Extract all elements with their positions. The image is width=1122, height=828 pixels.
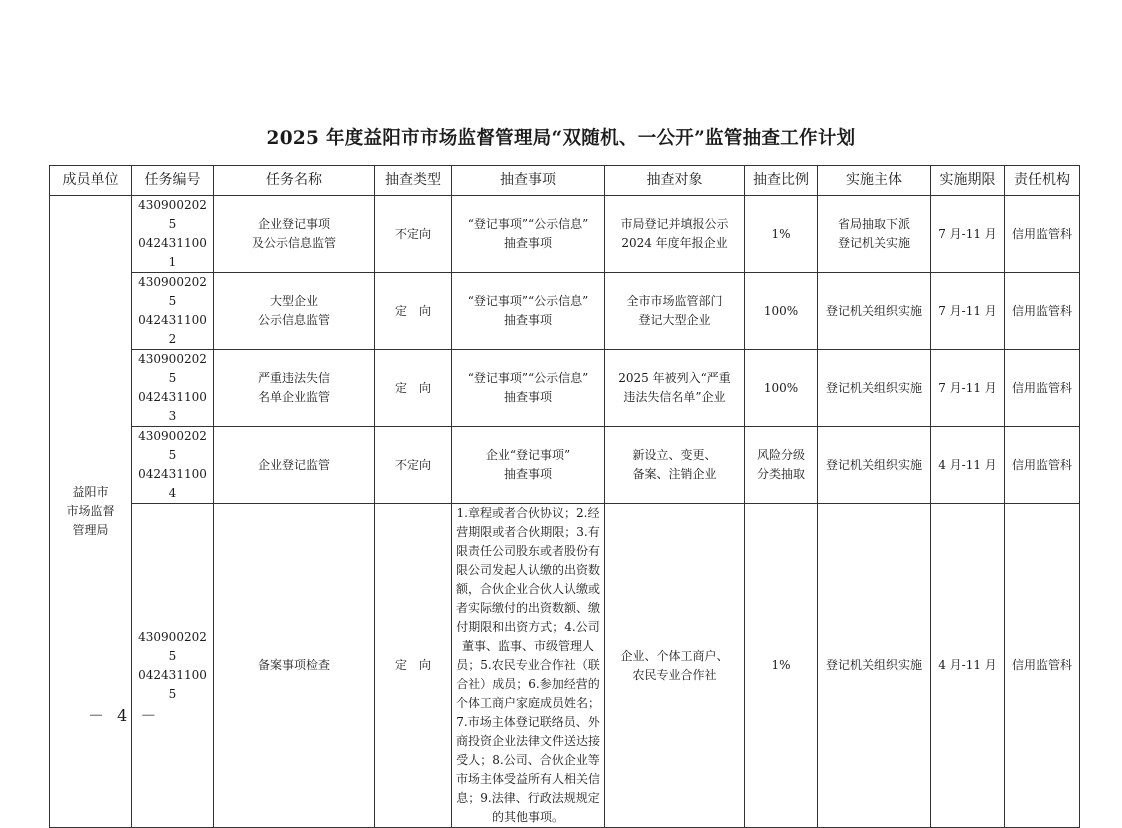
task-name-cell	[214, 350, 375, 427]
header-responsible-org: 责任机构	[1005, 166, 1080, 196]
task-number-line: 4309002025	[138, 429, 207, 462]
table-row	[50, 273, 1080, 350]
responsible-org-cell: 信用监管科	[1005, 196, 1080, 273]
member-unit-line: 管理局	[72, 523, 109, 537]
period-cell: 4 月-11 月	[931, 504, 1005, 828]
period-cell: 7 月-11 月	[931, 196, 1005, 273]
member-unit-cell	[50, 196, 132, 828]
table-row	[50, 504, 1080, 828]
task-number-line: 0424311004	[138, 467, 207, 500]
executor-cell: 登记机关组织实施	[818, 504, 931, 828]
table-row	[50, 427, 1080, 504]
header-member-unit: 成员单位	[50, 166, 132, 196]
task-name-line: 名单企业监管	[257, 390, 330, 404]
check-type-cell: 定 向	[375, 504, 452, 828]
check-matters-line: 抽查事项	[503, 236, 552, 250]
task-name-cell: 备案事项检查	[214, 504, 375, 828]
check-matters-line: 抽查事项	[503, 467, 552, 481]
header-executor: 实施主体	[818, 166, 931, 196]
check-objects-cell	[605, 196, 745, 273]
task-number-cell	[132, 196, 214, 273]
document-title: 2025 年度益阳市市场监督管理局“双随机、一公开”监管抽查工作计划	[266, 128, 856, 149]
member-unit-line: 市场监督	[66, 504, 115, 518]
task-name-line: 公示信息监管	[257, 313, 330, 327]
task-name-cell	[214, 273, 375, 350]
responsible-org-cell: 信用监管科	[1005, 427, 1080, 504]
inspection-plan-table	[49, 165, 1080, 828]
task-number-line: 0424311005	[138, 667, 207, 701]
table-row	[50, 350, 1080, 427]
task-number-cell	[132, 427, 214, 504]
check-matters-cell	[452, 273, 605, 350]
executor-cell: 登记机关组织实施	[818, 273, 931, 350]
check-objects-line: 备案、注销企业	[632, 467, 717, 481]
check-objects-cell	[605, 504, 745, 828]
check-matters-cell	[452, 427, 605, 504]
check-objects-line: 违法失信名单”企业	[623, 390, 726, 404]
check-matters-line: “登记事项”“公示信息”	[467, 294, 589, 308]
header-check-objects: 抽查对象	[605, 166, 745, 196]
responsible-org-cell: 信用监管科	[1005, 504, 1080, 828]
task-number-line: 4309002025	[138, 275, 207, 308]
header-task-name: 任务名称	[214, 166, 375, 196]
executor-line: 省局抽取下派	[837, 217, 910, 231]
header-check-type: 抽查类型	[375, 166, 452, 196]
check-matters-cell	[452, 350, 605, 427]
responsible-org-cell: 信用监管科	[1005, 350, 1080, 427]
check-matters-line: “登记事项”“公示信息”	[467, 371, 589, 385]
check-ratio-cell: 100%	[745, 350, 818, 427]
task-number-cell	[132, 504, 214, 828]
check-ratio-cell: 100%	[745, 273, 818, 350]
header-task-number: 任务编号	[132, 166, 214, 196]
check-matters-line: 抽查事项	[503, 390, 552, 404]
executor-cell: 登记机关组织实施	[818, 427, 931, 504]
check-objects-line: 农民专业合作社	[632, 667, 717, 682]
check-objects-line: 2025 年被列入“严重	[618, 371, 731, 385]
executor-line: 登记机关实施	[837, 236, 910, 250]
check-objects-line: 全市市场监管部门	[626, 294, 723, 308]
header-check-matters: 抽查事项	[452, 166, 605, 196]
task-name-line: 大型企业	[269, 294, 318, 308]
task-number-line: 4309002025	[138, 352, 207, 385]
table-header-row	[50, 166, 1080, 196]
task-name-line: 及公示信息监管	[251, 236, 336, 250]
responsible-org-cell: 信用监管科	[1005, 273, 1080, 350]
task-number-line: 0424311003	[138, 390, 207, 423]
executor-cell	[818, 196, 931, 273]
check-objects-line: 市局登记并填报公示	[620, 217, 729, 231]
check-objects-line: 新设立、变更、	[632, 448, 717, 462]
table-row	[50, 196, 1080, 273]
check-type-cell: 定 向	[375, 350, 452, 427]
task-name-line: 严重违法失信	[257, 371, 330, 385]
check-matters-cell	[452, 196, 605, 273]
header-check-ratio: 抽查比例	[745, 166, 818, 196]
header-period: 实施期限	[931, 166, 1005, 196]
check-objects-line: 2024 年度年报企业	[621, 236, 728, 250]
check-type-cell: 不定向	[375, 196, 452, 273]
check-matters-line: 抽查事项	[503, 313, 552, 327]
check-ratio-cell: 1%	[745, 504, 818, 828]
check-matters-line: “登记事项”“公示信息”	[467, 217, 589, 231]
check-objects-cell	[605, 273, 745, 350]
task-number-line: 4309002025	[138, 198, 207, 231]
executor-cell: 登记机关组织实施	[818, 350, 931, 427]
check-matters-cell: 1.章程或者合伙协议；2.经营期限或者合伙期限；3.有限责任公司股东或者股份有限公司发起人认缴的出资数额，合伙企业合伙人认缴或者实际缴付的出资数额、缴付期限和出资方式；4.公司董事、监事、市级管理人员；5.农民专业合作社（联合社）成员；6.参加经营的个体工商户家庭成员姓名；7.市场主体登记联络员、外商投资企业法律文件送达接受人；8.公司、合伙企业等市场主体受益所有人相关信息；9.法律、行政法规规定的其他事项。	[452, 504, 605, 828]
task-name-cell	[214, 196, 375, 273]
check-matters-line: 企业“登记事项”	[485, 448, 571, 462]
period-cell: 7 月-11 月	[931, 350, 1005, 427]
period-cell: 4 月-11 月	[931, 427, 1005, 504]
task-name-cell: 企业登记监管	[214, 427, 375, 504]
check-objects-line: 登记大型企业	[638, 313, 711, 327]
task-name-line: 企业登记事项	[257, 217, 330, 231]
task-number-line: 0424311002	[138, 313, 207, 346]
check-ratio-cell: 风险分级 分类抽取	[745, 427, 818, 504]
check-objects-line: 企业、个体工商户、	[620, 648, 729, 663]
task-number-line: 4309002025	[138, 629, 207, 663]
member-unit-line: 益阳市	[72, 485, 109, 499]
page-number: － 4 －	[88, 706, 161, 725]
check-type-cell: 不定向	[375, 427, 452, 504]
check-objects-cell	[605, 427, 745, 504]
task-number-cell	[132, 350, 214, 427]
check-ratio-cell: 1%	[745, 196, 818, 273]
period-cell: 7 月-11 月	[931, 273, 1005, 350]
check-objects-cell	[605, 350, 745, 427]
task-number-cell	[132, 273, 214, 350]
task-number-line: 0424311001	[138, 236, 207, 269]
check-type-cell: 定 向	[375, 273, 452, 350]
